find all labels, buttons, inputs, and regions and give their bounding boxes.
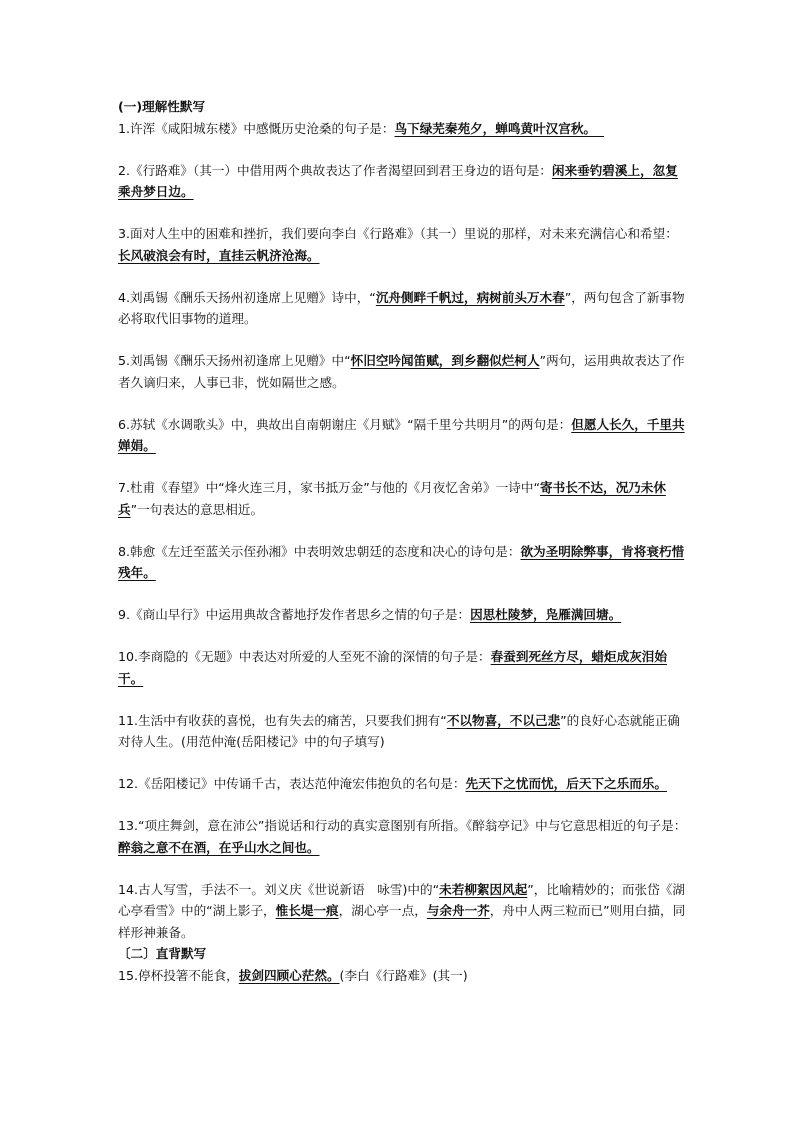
question-text: 8.韩愈《左迁至蓝关示侄孙湘》中表明效忠朝廷的态度和决心的诗句是： xyxy=(118,543,521,559)
question-text: 13.“项庄舞剑，意在沛公”指说话和行动的真实意图别有所指。《醉翁亭记》中与它意思相近的句子是： xyxy=(118,818,687,833)
question-text: 9.《商山早行》中运用典故含蓄地抒发作者思乡之情的句子是： xyxy=(118,607,471,622)
answer-text: 醉翁之意不在酒，在乎山水之间也。 xyxy=(118,839,320,855)
answer-text: 不以物喜，不以己悲 xyxy=(446,712,561,728)
answer-text: 春蚕到死丝方尽，蜡炬成灰泪始干。 xyxy=(118,649,667,686)
question-2 xyxy=(118,160,688,203)
question-text-tail: (李白《行路难》(其一) xyxy=(339,967,468,983)
question-text: 10.李商隐的《无题》中表达对所爱的人至死不渝的深情的句子是： xyxy=(118,649,491,664)
question-4 xyxy=(118,287,688,330)
answer-text: 闲来垂钓碧溪上，忽复乘舟梦日边。 xyxy=(118,162,678,199)
question-13 xyxy=(118,815,688,858)
worksheet-page xyxy=(118,96,688,1007)
answer-text: 先天下之忧而忧，后天下之乐而乐。 xyxy=(465,776,667,791)
question-text: 15.停杯投箸不能食， xyxy=(118,967,239,983)
answer-text: 寄书长不达，况乃未休兵 xyxy=(118,480,666,517)
question-7 xyxy=(118,477,688,520)
question-text-tail: ”，比喻精妙的；而张岱《湖心亭看雪》中的“湖上影子， xyxy=(118,881,685,918)
answer-text: 沉舟侧畔千帆过，病树前头万木春 xyxy=(375,289,565,305)
question-text: 3.面对人生中的困难和挫折，我们要向李白《行路难》（其一）里说的那样，对未来充满信心和希望： xyxy=(118,226,678,241)
question-text: 7.杜甫《春望》中“烽火连三月，家书抵万金”与他的《月夜忆舍弟》一诗中“ xyxy=(118,480,540,495)
answer-text: 怀旧空吟闻笛赋，到乡翻似烂柯人 xyxy=(350,353,540,368)
question-8 xyxy=(118,541,688,584)
answer-text: 长风破浪会有时，直挂云帆济沧海。 xyxy=(118,247,320,263)
section-heading-1: (一)理解性默写 xyxy=(118,99,206,114)
question-15 xyxy=(118,965,688,987)
answer-text: 与余舟一芥 xyxy=(426,903,490,918)
question-text: 1.许浑《咸阳城东楼》中感慨历史沧桑的句子是： xyxy=(118,120,395,136)
question-text: 2.《行路难》（其一）中借用两个典故表达了作者渴望回到君王身边的语句是： xyxy=(118,162,552,178)
answer-text: 鸟下绿芜秦苑夕，蝉鸣黄叶汉宫秋。 xyxy=(394,120,596,136)
question-text-tail: ”一句表达的意思相近。 xyxy=(130,501,264,517)
question-12 xyxy=(118,773,688,795)
answer-text: 拔剑四顾心茫然。 xyxy=(238,967,340,983)
answer-text: 未若柳絮因风起 xyxy=(439,881,528,897)
question-text: 6.苏轼《水调歌头》中，典故出自南朝谢庄《月赋》“隔千里兮共明月”的两句是： xyxy=(118,416,572,432)
question-text-tail: ”的良好心态就能正确对待人生。(用范仲淹(岳阳楼记》中的句子填写) xyxy=(118,712,681,749)
question-text: 14.古人写雪，手法不一。刘义庆《世说新语 咏雪)中的“ xyxy=(118,881,440,897)
question-text: 4.刘禹锡《酬乐天扬州初逢席上见赠》诗中，“ xyxy=(118,289,376,305)
answer-text: 因思杜陵梦，凫雁满回塘。 xyxy=(470,607,622,622)
question-text: 11.生活中有收获的喜悦，也有失去的痛苦，只要我们拥有“ xyxy=(118,712,447,728)
question-text: 12.《岳阳楼记》中传诵千古，表达范仲淹宏伟抱负的名句是： xyxy=(118,776,466,791)
question-5 xyxy=(118,350,688,393)
question-11 xyxy=(118,710,688,753)
question-text-tail: ”两句，运用典故表达了作者久谪归来，人事已非，恍如隔世之感。 xyxy=(118,353,685,390)
question-9 xyxy=(118,604,688,626)
question-10 xyxy=(118,646,688,689)
section-heading-2: 〔二〕直背默写 xyxy=(118,946,207,961)
question-text-tail: ，湖心亭一点， xyxy=(338,903,427,918)
question-text: 5.刘禹锡《酬乐天扬州初逢席上见赠》中“ xyxy=(118,353,351,368)
answer-text: 惟长堤一痕 xyxy=(275,903,339,918)
answer-text: 欲为圣明除弊事，肯将衰朽惜残年。 xyxy=(118,543,685,580)
question-text-tail: ”，两句包含了新事物必将取代旧事物的道理。 xyxy=(118,289,685,326)
question-14 xyxy=(118,879,688,944)
question-1 xyxy=(118,118,688,140)
question-6 xyxy=(118,414,688,457)
question-text-tail: ，舟中人两三粒而已”则用白描，同样形神兼备。 xyxy=(118,903,686,940)
answer-text: 但愿人长久，千里共婵娟。 xyxy=(118,416,685,453)
question-3 xyxy=(118,223,688,266)
